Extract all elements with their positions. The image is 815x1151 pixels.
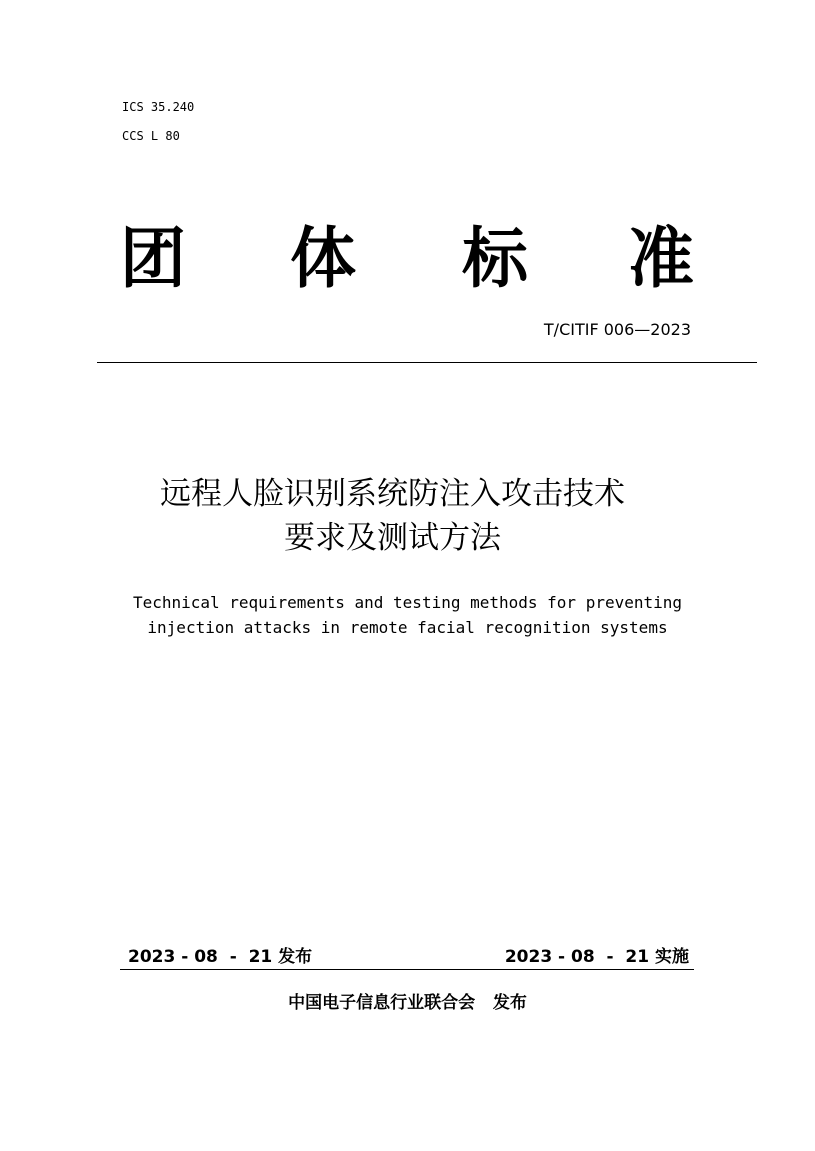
ics-code: ICS 35.240 [122, 100, 195, 114]
top-divider [97, 362, 757, 363]
header-char-2: 体 [290, 219, 356, 297]
chinese-title-line-1: 远程人脸识别系统防注入攻击技术 [160, 476, 625, 512]
ccs-code: CCS L 80 [122, 129, 180, 143]
english-title-line-1: Technical requirements and testing methods for preventing [132, 593, 683, 612]
header-char-1: 团 [120, 219, 186, 297]
chinese-title-line-2: 要求及测试方法 [284, 520, 501, 556]
publisher: 中国电子信息行业联合会 发布 [288, 993, 527, 1013]
bottom-divider [120, 969, 694, 970]
header-char-4: 准 [628, 219, 694, 297]
implementation-date: 2023 - 08 - 21 实施 [504, 947, 689, 967]
english-title-line-2: injection attacks in remote facial recognition systems [147, 618, 668, 637]
issue-date: 2023 - 08 - 21 发布 [128, 947, 313, 967]
header-char-3: 标 [462, 219, 528, 297]
standard-code: T/CITIF 006—2023 [543, 320, 691, 339]
